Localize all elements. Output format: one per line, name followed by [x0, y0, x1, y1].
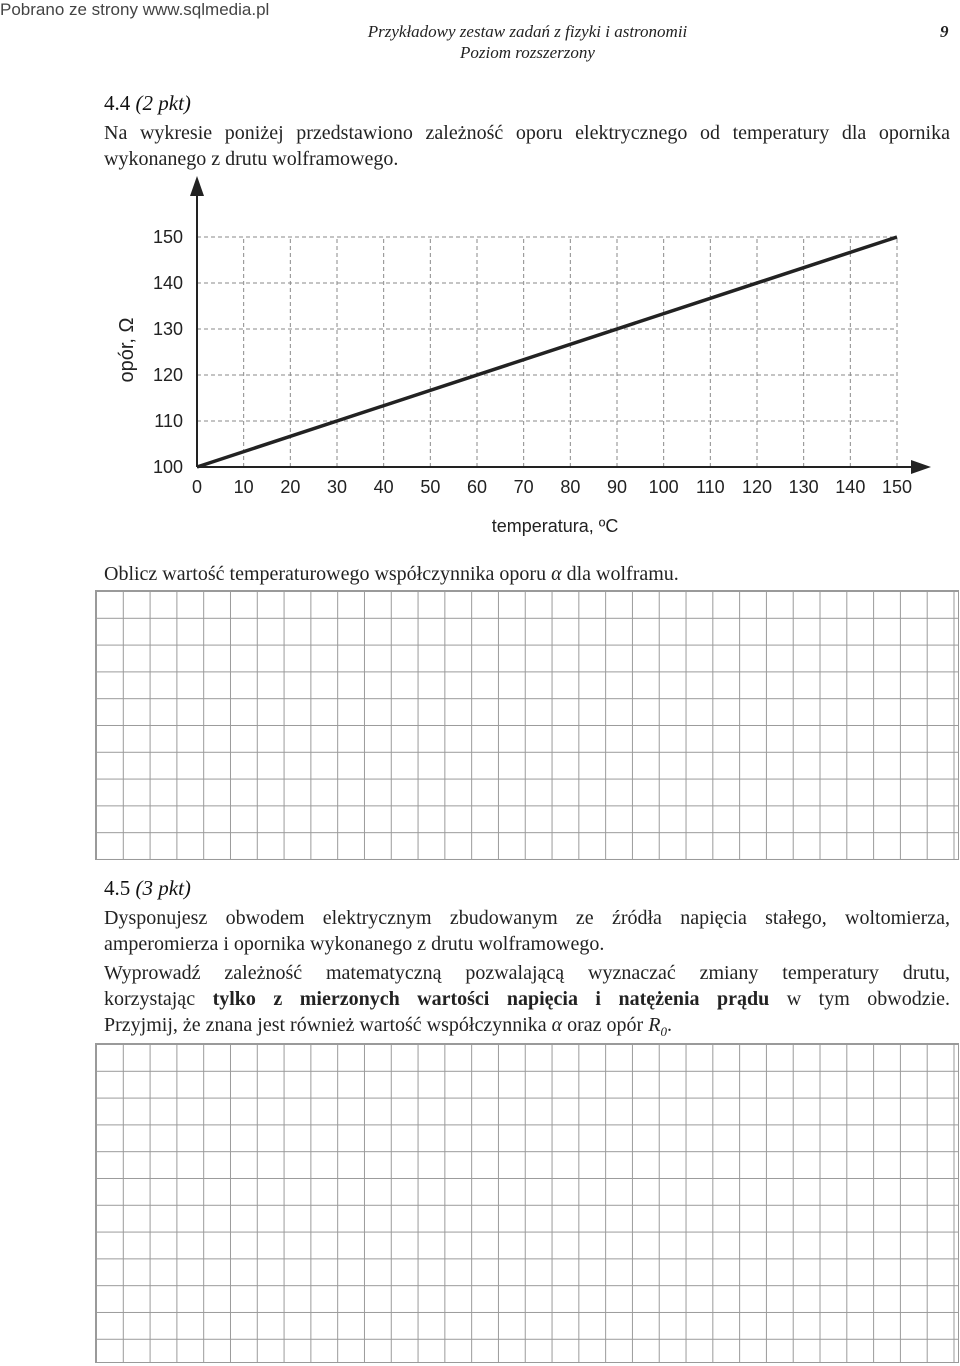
x-tick-label: 150: [881, 477, 913, 497]
answer-grid-45[interactable]: [95, 1043, 959, 1363]
task-45-points: (3 pkt): [135, 876, 191, 900]
question-text: Oblicz wartość temperaturowego współczynnika oporu: [104, 563, 547, 585]
resistance-temperature-chart: [0, 170, 960, 550]
task-45-title: [104, 875, 191, 901]
line2-start: korzystając: [104, 988, 196, 1010]
task-44-question: [104, 561, 950, 587]
page-number: 9: [940, 22, 949, 41]
header-level: Poziom rozszerzony: [460, 43, 595, 62]
task-44-points: (2 pkt): [135, 91, 191, 115]
x-tick-label: 40: [373, 477, 394, 497]
y-tick-label: 130: [152, 319, 183, 339]
x-tick-label: 80: [560, 477, 581, 497]
source-watermark: Pobrano ze strony www.sqlmedia.pl: [0, 0, 270, 19]
r-subscript: 0: [660, 1024, 667, 1039]
y-tick-label: 140: [152, 273, 183, 293]
x-axis-arrow-icon: [911, 460, 931, 474]
y-tick-label: 150: [152, 227, 183, 247]
x-tick-label: 90: [606, 477, 628, 497]
task-44-intro: Na wykresie poniżej przedstawiono zależność oporu elektrycznego od temperatury dla opornika wykonanego z drutu wolframowego.: [104, 122, 950, 170]
question-text-end: dla wolframu.: [566, 563, 679, 585]
task-44-title: [104, 90, 191, 116]
y-tick-label: 120: [152, 365, 183, 385]
answer-grid-44[interactable]: [95, 590, 959, 860]
x-tick-label: 130: [788, 477, 819, 497]
task-45-line-3: [104, 1012, 950, 1045]
alpha-symbol: α: [551, 563, 562, 585]
x-tick-label: 0: [191, 477, 203, 497]
x-tick-label: 100: [648, 477, 679, 497]
line2-bold: tylko z mierzonych wartości napięcia i natężenia prądu: [212, 988, 770, 1010]
line3-end: .: [666, 1014, 672, 1036]
header-title: Przykładowy zestaw zadań z fizyki i astronomii: [367, 22, 688, 41]
x-tick-label: 20: [280, 477, 301, 497]
task-45-line-2: [104, 986, 950, 1012]
line3-start: Przyjmij, że znana jest również wartość współczynnika: [104, 1014, 547, 1036]
y-axis-label: opór, Ω: [116, 317, 138, 383]
line3-mid: oraz opór: [567, 1014, 644, 1036]
x-tick-label: 120: [741, 477, 773, 497]
alpha-symbol-2: α: [551, 1014, 563, 1036]
x-tick-label: 60: [466, 477, 488, 497]
x-axis-label: temperatura, ºC: [491, 516, 619, 536]
task-45-number: 4.5: [104, 876, 131, 900]
y-tick-label: 110: [154, 411, 183, 431]
line2-end: w tym obwodzie.: [786, 988, 951, 1010]
task-45-paragraph-1: Dysponujesz obwodem elektrycznym zbudowanym ze źródła napięcia stałego, woltomierza, amperomierza i opornika wykonanego z drutu wolframowego.: [104, 907, 950, 955]
task-44-number: 4.4: [104, 91, 131, 115]
x-tick-label: 110: [695, 477, 725, 497]
y-tick-label: 100: [152, 457, 183, 477]
x-tick-label: 140: [835, 477, 866, 497]
x-tick-label: 30: [326, 477, 348, 497]
x-tick-label: 10: [233, 477, 254, 497]
series-line: [197, 237, 897, 467]
y-axis-arrow-icon: [190, 176, 204, 196]
r-symbol: R: [648, 1014, 661, 1036]
x-tick-label: 70: [513, 477, 534, 497]
x-tick-label: 50: [420, 477, 441, 497]
task-45-line-1: Wyprowadź zależność matematyczną pozwalającą wyznaczać zmiany temperatury drutu,: [104, 962, 950, 984]
